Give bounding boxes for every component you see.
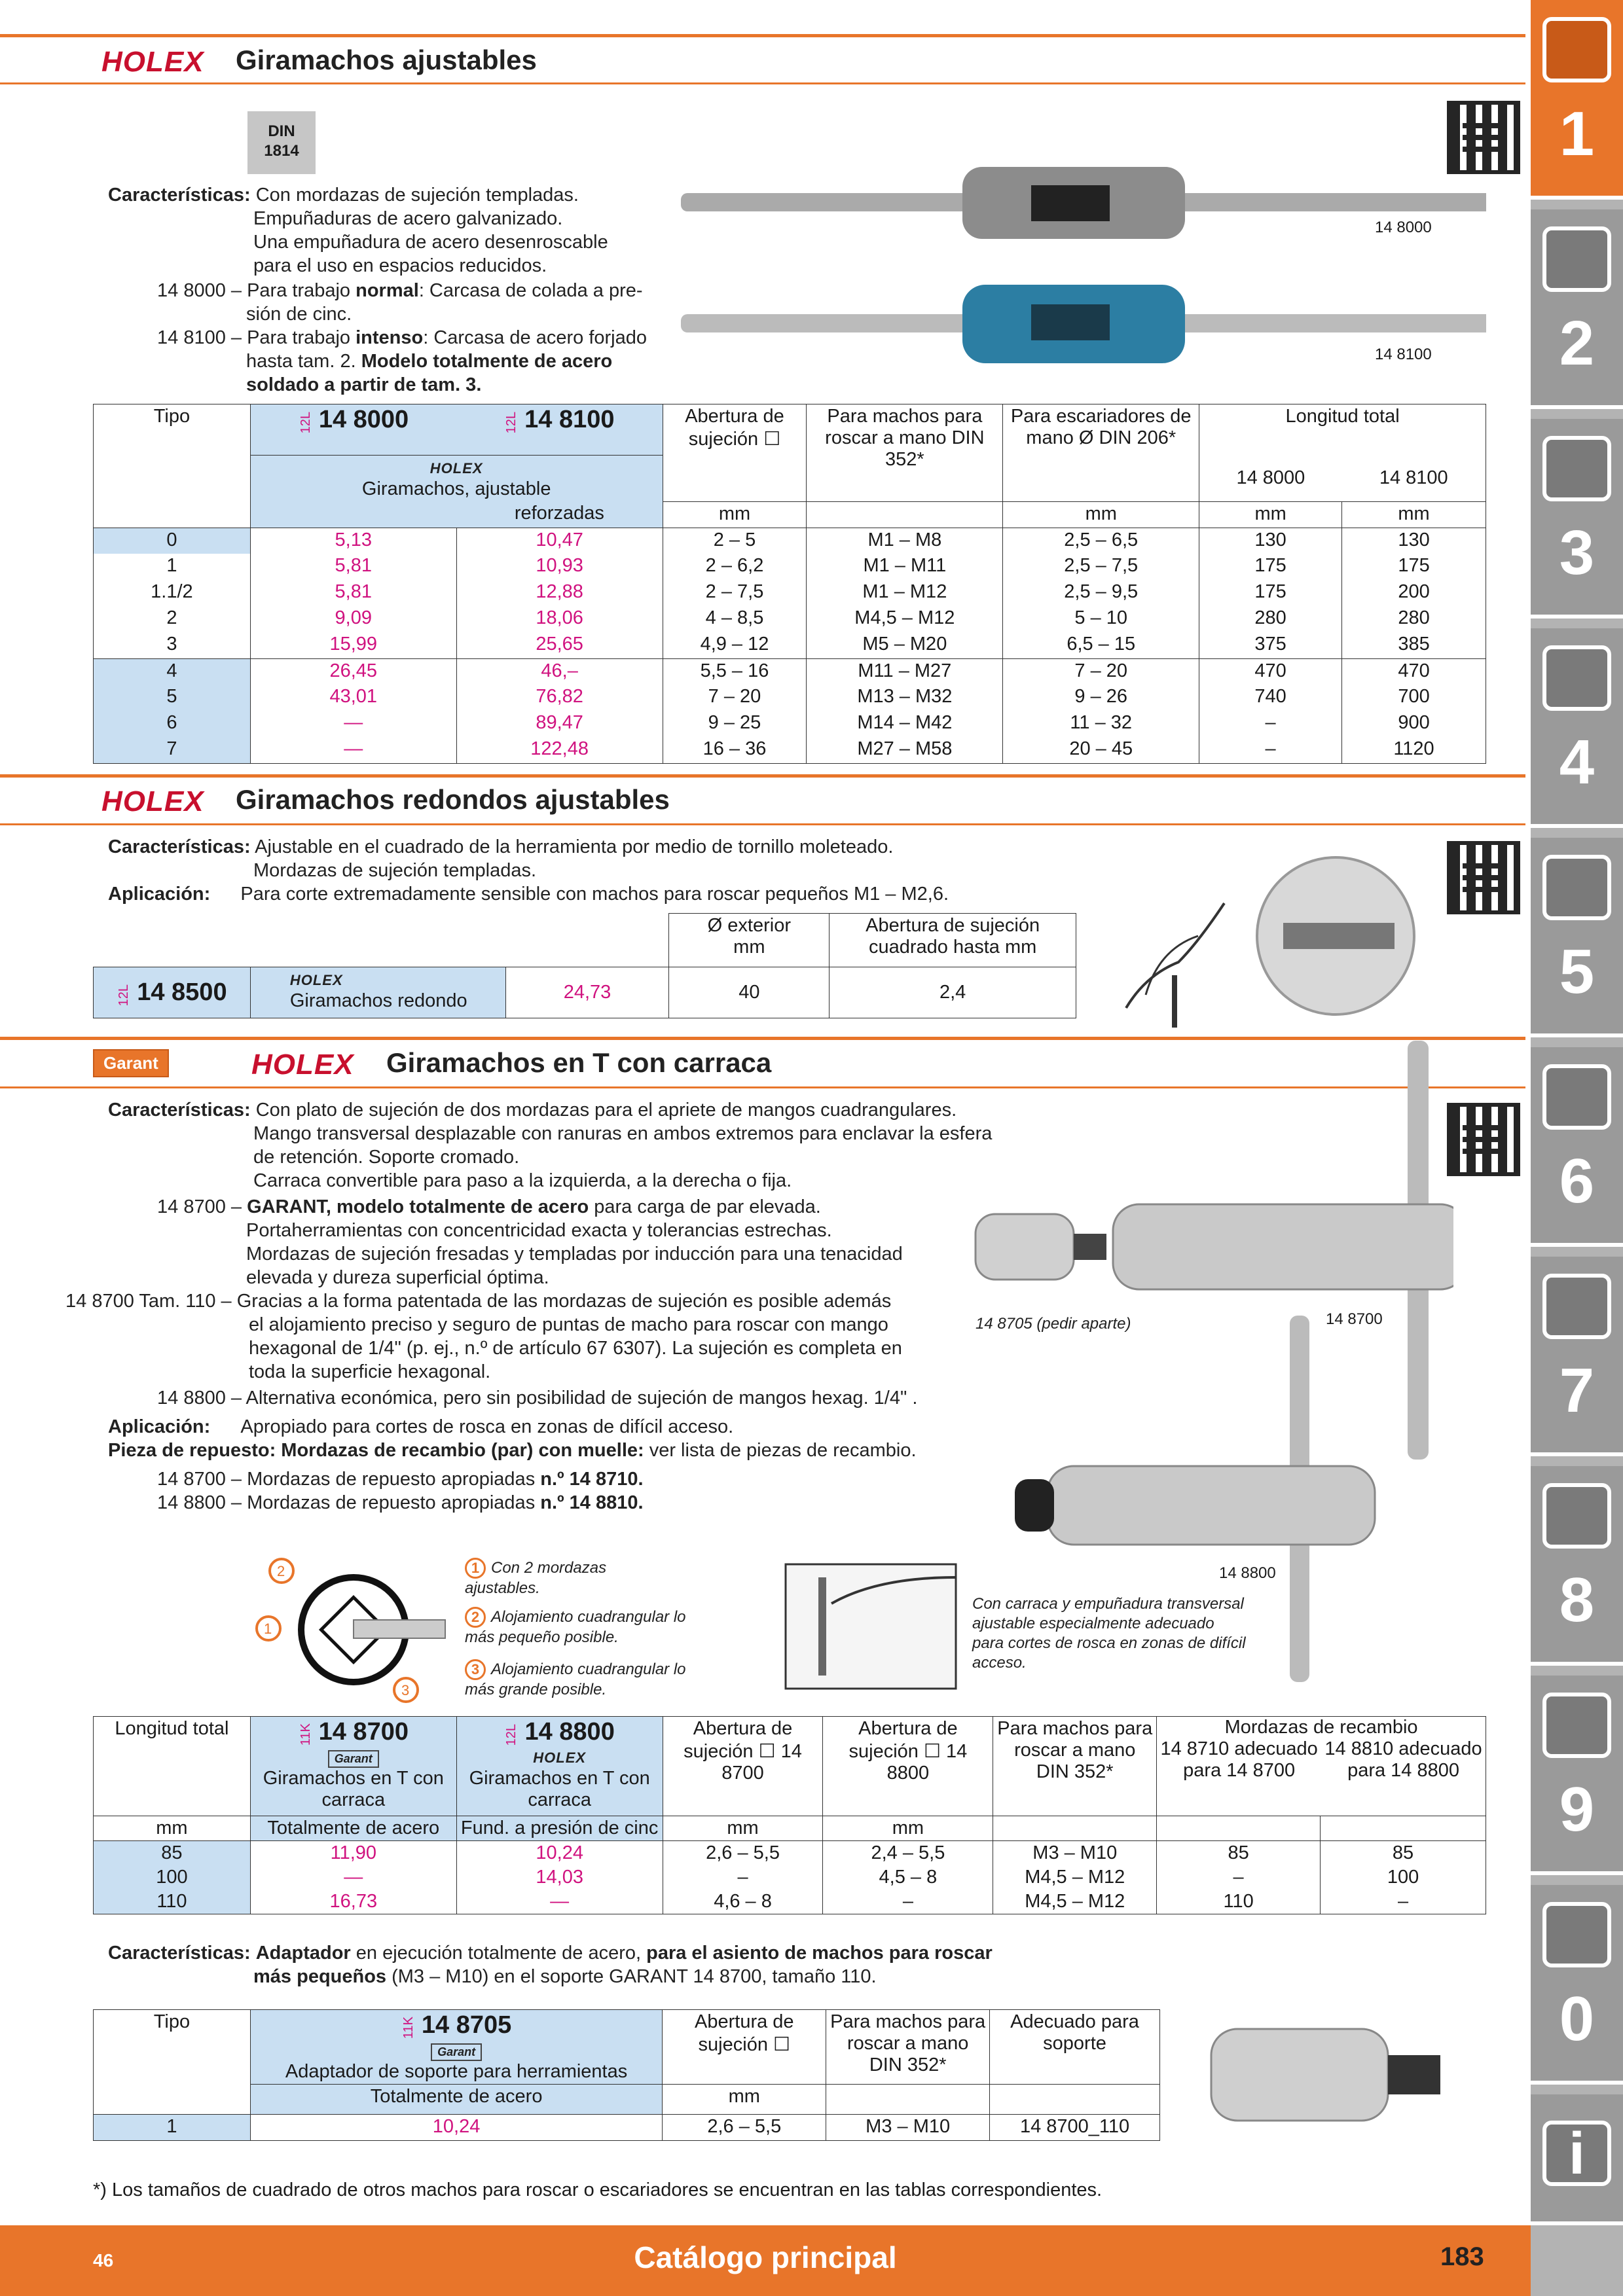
- price: 24,73: [505, 967, 669, 1018]
- section-rule: [0, 34, 1525, 37]
- application-block: Aplicación: Apropiado para cortes de rosca en zonas de difícil acceso. Pieza de repuesto: Mordazas de recambio (par) con muelle: ver lista de piezas de recambio.: [108, 1416, 917, 1461]
- t-wrench-images: [969, 1041, 1453, 1689]
- chapter-tab-5[interactable]: 5: [1531, 838, 1623, 1037]
- note-148000: 14 8000 – Para trabajo normal: Carcasa de colada a pre- sión de cinc.: [157, 280, 643, 325]
- table-row: 85 11,90 10,24 2,6 – 5,5 2,4 – 5,5 M3 – M10 85 85: [94, 1841, 1486, 1866]
- table-row: 5 43,01 76,82 7 – 20 M13 – M32 9 – 26 740 700: [94, 685, 1486, 711]
- table-row: 1 5,81 10,93 2 – 6,2 M1 – M11 2,5 – 7,5 175 175: [94, 554, 1486, 580]
- table-row: 3 15,99 25,65 4,9 – 12 M5 – M20 6,5 – 15 375 385: [94, 632, 1486, 658]
- chapter-tab-8[interactable]: 8: [1531, 1466, 1623, 1666]
- legend-item-3: 3 Alojamiento cuadrangular lo más grande posible.: [465, 1660, 686, 1698]
- hand-usage-image: [779, 1551, 969, 1695]
- garant-logo: Garant: [93, 1049, 169, 1077]
- chapter-tab-2[interactable]: 2: [1531, 209, 1623, 409]
- drill-icon: [1542, 17, 1611, 82]
- svg-text:2: 2: [277, 1563, 285, 1579]
- table-row: 0 5,13 10,47 2 – 5 M1 – M8 2,5 – 6,5 130 130: [94, 528, 1486, 554]
- qr-code[interactable]: [1447, 101, 1520, 174]
- chapter-tab-7[interactable]: 7: [1531, 1257, 1623, 1456]
- qr-code[interactable]: [1447, 841, 1520, 914]
- section-title: Giramachos redondos ajustables: [236, 784, 670, 815]
- spare-parts: 14 8700 – Mordazas de repuesto apropiadas n.º 14 8710. 14 8800 – Mordazas de repuesto apropiadas n.º 14 8810.: [157, 1469, 644, 1513]
- table-body: [94, 1841, 1486, 1914]
- table-adjustable-wrenches: Tipo 12L 14 8000 12L 14 8100 Abertura de sujeción ☐ Para machos para roscar a mano DIN 352* Para escariadores de mano Ø DIN 206* Longitud total HOLEX Giramachos, ajustable 14 8000 14 8100 reforzadas mm mm mm mm 0 5,13 10,47 2 – 5 M1 – M8 2,5 – 6,5 130 130 1 5,81 10,93 2 – 6,2 M1 – M11 2,5 – 7,5 175 175 1.1/2 5,81 12,88 2 – 7,5 M1 – M12 2,5 – 9,5 175 200 2 9,09 18,06 4 – 8,5 M4,5 – M12 5 – 10 280 280 3 15,99 25,65 4,9 – 12 M5 – M20 6,5 – 15 375 385 4 26,45 46,– 5,5 – 16 M11 – M27 7 – 20 470 470 5 43,01 76,82 7 – 20 M13 – M32 9 – 26 740 700 6 — 89,47 9 – 25 M14 – M42 11 – 32 – 900 7 — 122,48 16 – 36 M27 – M58 20 – 45 – 1120: [93, 404, 1486, 764]
- section-title: Giramachos ajustables: [236, 45, 537, 75]
- insert-icon: [1542, 226, 1611, 292]
- table-row: 1.1/2 5,81 12,88 2 – 7,5 M1 – M12 2,5 – 9,5 175 200: [94, 580, 1486, 606]
- image-label-148100: 14 8100: [1375, 346, 1432, 363]
- chapter-tab-3[interactable]: 3: [1531, 419, 1623, 619]
- adapter-image: [1205, 2016, 1453, 2134]
- holder-icon: [1542, 436, 1611, 501]
- image-label-148700: 14 8700: [1326, 1310, 1383, 1328]
- table-t-wrenches: Longitud total 11K 14 8700 Garant Giramachos en T con carraca 12L 14 8800 HOLEX Giramachos en T con carraca Abertura de sujeción ☐ 14 8700 Abertura de sujeción ☐ 14 8800 Para machos para roscar a mano DIN 352* Mordazas de recambio 14 8710 adecuado para 14 8700 14 8810 adecuado para 14 8800 mm Totalmente de acero Fund. a presión de cinc mm mm 85 11,90 10,24 2,6 – 5,5 2,4 – 5,5 M3 – M10 85 85 100 — 14,03 – 4,5 – 8 M4,5 – M12 – 100 110 16,73 — 4,6 – 8 – M4,5 – M12 110 –: [93, 1716, 1486, 1914]
- table-adapter: Tipo 11K 14 8705 Garant Adaptador de soporte para herramientas Abertura de sujeción ☐ Para machos para roscar a mano DIN 352* Adecuado para soporte Totalmente de acero mm 1 10,24 2,6 – 5,5 M3 – M10 14 8700_110: [93, 2009, 1160, 2141]
- qr-code[interactable]: [1447, 1103, 1520, 1176]
- chuck-diagram: [255, 1551, 452, 1708]
- svg-text:1: 1: [264, 1621, 272, 1637]
- chapter-tab-0[interactable]: 0: [1531, 1885, 1623, 2085]
- footnote: *) Los tamaños de cuadrado de otros machos para roscar o escariadores se encuentran en las tablas correspondientes.: [93, 2179, 1103, 2200]
- note-148700: 14 8700 – GARANT, modelo totalmente de acero para carga de par elevada. Portaherramientas con concentricidad exacta y tolerancias estrechas. Mordazas de sujeción fresadas y templadas por inducción para una tenacidad elevada y dureza superficial óptima.: [157, 1196, 903, 1288]
- features-block: Características: Con mordazas de sujeción templadas. Empuñaduras de acero galvanizado. Una empuñadura de acero desenroscable para el uso en espacios reducidos.: [108, 185, 608, 276]
- table-row: 1 10,24 2,6 – 5,5 M3 – M10 14 8700_110: [94, 2115, 1160, 2141]
- note-148800: 14 8800 – Alternativa económica, pero sin posibilidad de sujeción de mangos hexag. 1/4" .: [157, 1388, 918, 1408]
- chapter-tab-4[interactable]: 4: [1531, 628, 1623, 828]
- image-label-148000: 14 8000: [1375, 219, 1432, 236]
- holex-logo: HOLEX: [251, 1049, 354, 1081]
- table-row: 110 16,73 — 4,6 – 8 – M4,5 – M12 110 –: [94, 1890, 1486, 1914]
- table-round-wrench: Ø exterior mm Abertura de sujeción cuadrado hasta mm 12L 14 8500 HOLEX Giramachos redondo 24,73 40 2,4: [93, 913, 1076, 1018]
- page-number-right: 183: [1440, 2242, 1484, 2271]
- workbench-icon: [1542, 1483, 1611, 1549]
- legend-item-1: 1 Con 2 mordazas ajustables.: [465, 1559, 607, 1597]
- safety-icon: [1542, 1902, 1611, 1967]
- hand-caption: Con carraca y empuñadura transversal ajustable especialmente adecuado para cortes de rosca en zonas de difícil acceso.: [972, 1595, 1246, 1672]
- round-wrench-image: [1106, 844, 1427, 1034]
- note-148700-110: 14 8700 Tam. 110 – Gracias a la forma patentada de las mordazas de sujeción es posible además el alojamiento preciso y seguro de puntas de macho para roscar con mango hexagonal de 1/4" (p. ej., n.º de artículo 67 6307). La sujeción es completa en toda la superficie hexagonal.: [65, 1291, 902, 1382]
- wrench-icon: [1542, 1064, 1611, 1130]
- legend-item-2: 2 Alojamiento cuadrangular lo más pequeño posible.: [465, 1608, 686, 1646]
- table-row: 4 26,45 46,– 5,5 – 16 M11 – M27 7 – 20 470 470: [94, 658, 1486, 685]
- adapter-features: Características: Adaptador en ejecución totalmente de acero, para el asiento de machos para roscar más pequeños (M3 – M10) en el soporte GARANT 14 8700, tamaño 110.: [108, 1943, 993, 1987]
- image-label-148705: 14 8705 (pedir aparte): [976, 1315, 1131, 1333]
- holex-logo: HOLEX: [101, 785, 204, 817]
- info-icon: i: [1542, 2121, 1611, 2186]
- din-badge: DIN 1814: [247, 111, 316, 174]
- features-block: Características: Con plato de sujeción de dos mordazas para el apriete de mangos cuadrangulares. Mango transversal desplazable con ranuras en ambos extremos para enclavar la esfera de retención. Soporte cromado. Carraca convertible para paso a la izquierda, a la derecha o fija.: [108, 1100, 993, 1191]
- cabinet-icon: [1542, 1693, 1611, 1758]
- svg-text:3: 3: [401, 1682, 410, 1698]
- table-row: 2 9,09 18,06 4 – 8,5 M4,5 – M12 5 – 10 280 280: [94, 606, 1486, 632]
- section-title: Giramachos en T con carraca: [386, 1047, 772, 1078]
- page-footer: [0, 2225, 1531, 2296]
- caliper-icon: [1542, 645, 1611, 711]
- chapter-tab-info[interactable]: [1531, 2094, 1623, 2225]
- table-row: 100 — 14,03 – 4,5 – 8 M4,5 – M12 – 100: [94, 1865, 1486, 1890]
- chapter-tab-1[interactable]: 1: [1531, 0, 1623, 200]
- table-row: 7 — 122,48 16 – 36 M27 – M58 20 – 45 – 1120: [94, 737, 1486, 763]
- chapter-tab-6[interactable]: 6: [1531, 1047, 1623, 1247]
- note-148100: 14 8100 – Para trabajo intenso: Carcasa de acero forjado hasta tam. 2. Modelo totalmente de acero soldado a partir de tam. 3.: [157, 327, 647, 395]
- chapter-tab-9[interactable]: 9: [1531, 1676, 1623, 1875]
- image-label-148800: 14 8800: [1219, 1564, 1276, 1582]
- table-body: [94, 528, 1486, 763]
- pliers-icon: [1542, 1274, 1611, 1339]
- catalog-title: Catálogo principal: [634, 2240, 897, 2274]
- features-block: Características: Ajustable en el cuadrado de la herramienta por medio de tornillo moleteado. Mordazas de sujeción templadas. Aplicación: Para corte extremadamente sensible con machos para roscar pequeños M1 – M2,6.: [108, 836, 949, 905]
- table-row: 6 — 89,47 9 – 25 M14 – M42 11 – 32 – 900: [94, 711, 1486, 737]
- page-number-left: 46: [93, 2250, 114, 2270]
- saw-icon: [1542, 855, 1611, 920]
- tap-wrench-images: [674, 167, 1486, 383]
- holex-logo: HOLEX: [101, 46, 204, 78]
